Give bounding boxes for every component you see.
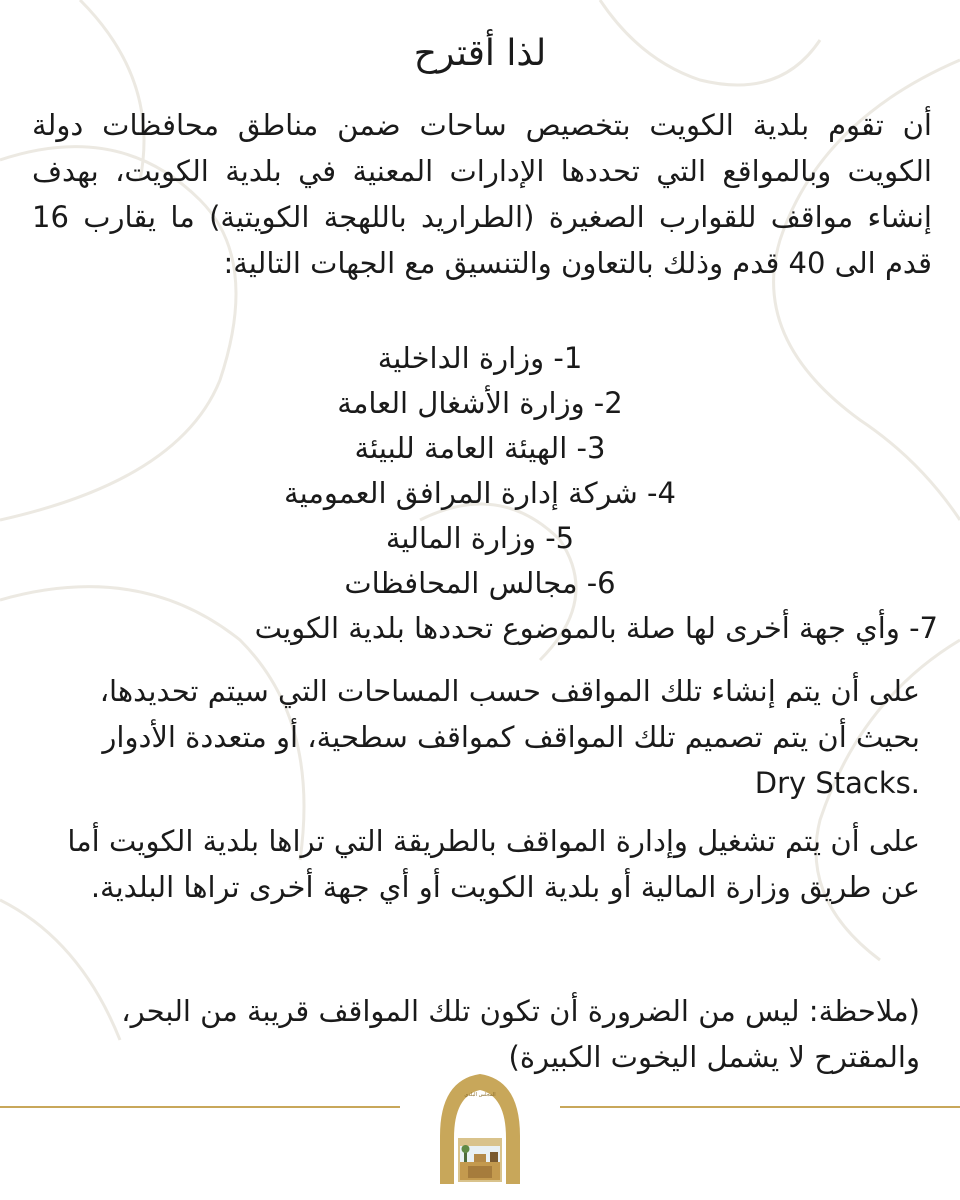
- footer-divider-right: [560, 1106, 960, 1108]
- list-item: 7- وأي جهة أخرى لها صلة بالموضوع تحددها بلدية الكويت: [254, 611, 938, 645]
- note-paragraph: (ملاحظة: ليس من الضرورة أن تكون تلك المواقف قريبة من البحر، والمقترح لا يشمل اليخوت الكبيرة): [121, 994, 920, 1074]
- footer-divider-left: [0, 1106, 400, 1108]
- list-item: 6- مجالس المحافظات: [344, 566, 616, 600]
- arch-emblem-icon: [420, 1066, 540, 1186]
- design-paragraph: على أن يتم إنشاء تلك المواقف حسب المساحات التي سيتم تحديدها، بحيث أن يتم تصميم تلك المواقف كمواقف سطحية، أو متعددة الأدوار .Dry Stacks: [99, 674, 920, 800]
- logo-caption: المجلس البلدي: [464, 1092, 496, 1098]
- list-item: 1- وزارة الداخلية: [377, 341, 583, 375]
- list-item: 3- الهيئة العامة للبيئة: [354, 431, 606, 465]
- list-item: 2- وزارة الأشغال العامة: [337, 386, 623, 420]
- page-title: لذا أقترح: [413, 33, 547, 74]
- operation-paragraph: على أن يتم تشغيل وإدارة المواقف بالطريقة التي تراها بلدية الكويت أما عن طريق وزارة المالية أو بلدية الكويت أو أي جهة أخرى تراها البلدية.: [67, 824, 920, 904]
- list-item: 4- شركة إدارة المرافق العمومية: [284, 476, 676, 510]
- intro-paragraph: أن تقوم بلدية الكويت بتخصيص ساحات ضمن مناطق محافظات دولة الكويت وبالمواقع التي تحددها الإدارات المعنية في بلدية الكويت، بهدف إنشاء مواقف للقوارب الصغيرة (الطراريد باللهجة الكويتية) ما يقارب 16 قدم الى 40 قدم وذلك بالتعاون والتنسيق مع الجهات التالية:: [32, 108, 932, 280]
- entities-list: [0, 336, 960, 651]
- list-item: 5- وزارة المالية: [385, 521, 575, 555]
